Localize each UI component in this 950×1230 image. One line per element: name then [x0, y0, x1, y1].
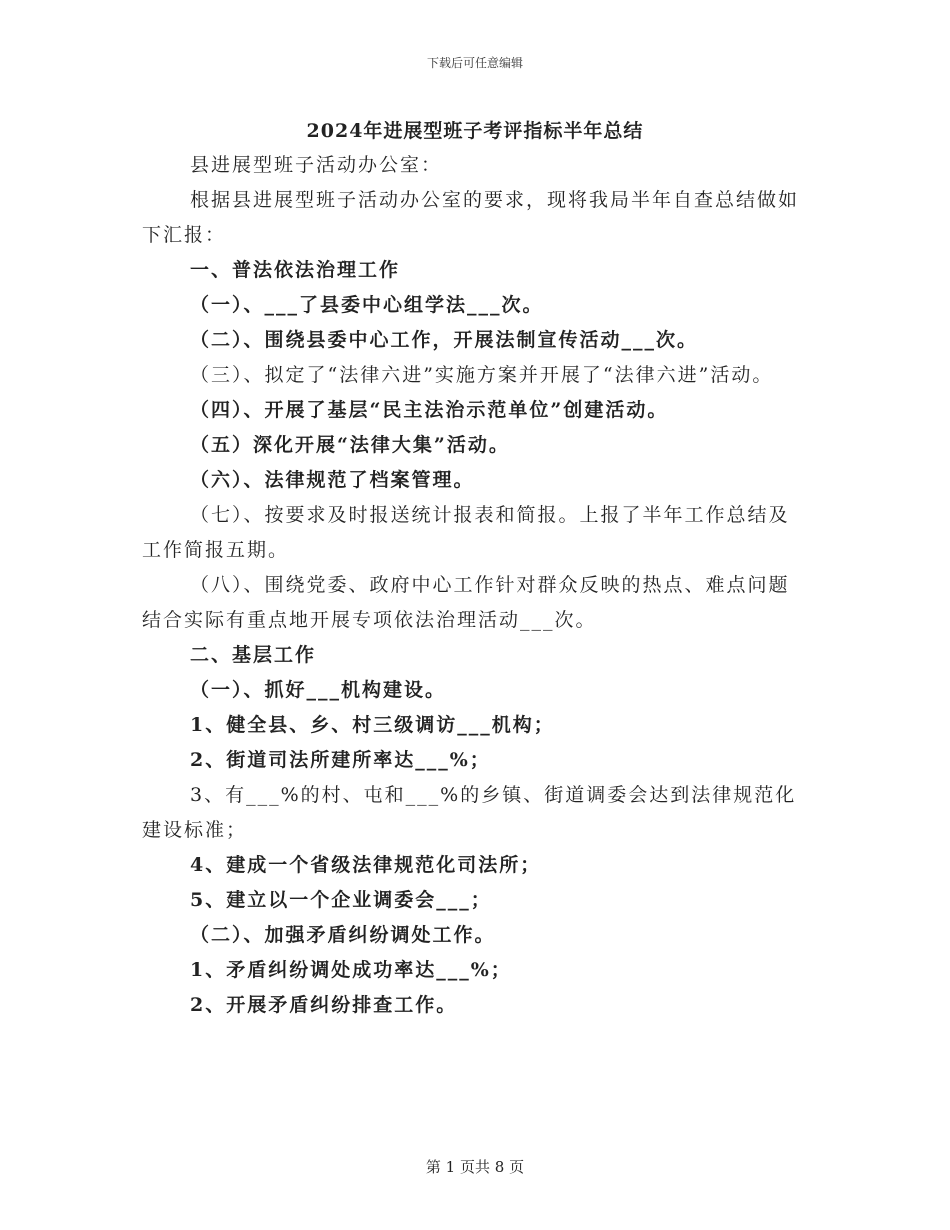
document-body [142, 148, 810, 1023]
paragraph: （六）、法律规范了档案管理。 [190, 469, 475, 491]
paragraph: 2、开展矛盾纠纷排查工作。 [190, 994, 458, 1016]
paragraph: （五）深化开展“法律大集”活动。 [190, 434, 510, 456]
paragraph: 2、街道司法所建所率达___%； [190, 749, 491, 771]
paragraph: 根据县进展型班子活动办公室的要求，现将我局半年自查总结做如下汇报： [142, 189, 800, 246]
paragraph: 4、建成一个省级法律规范化司法所； [190, 854, 542, 876]
paragraph: 3、有___%的村、屯和___%的乡镇、街道调委会达到法律规范化建设标准； [142, 784, 797, 841]
paragraph: 县进展型班子活动办公室： [190, 154, 443, 176]
paragraph: 二、基层工作 [190, 644, 317, 666]
paragraph: （二）、加强矛盾纠纷调处工作。 [190, 924, 496, 946]
paragraph: 5、建立以一个企业调委会___； [190, 889, 492, 911]
paragraph: （一）、___了县委中心组学法___次。 [190, 294, 544, 316]
paragraph: 一、普法依法治理工作 [190, 259, 401, 281]
paragraph: （三）、拟定了“法律六进”实施方案并开展了“法律六进”活动。 [190, 364, 774, 386]
page-header: 下载后可任意编辑 [426, 56, 523, 70]
paragraph: （一）、抓好___机构建设。 [190, 679, 447, 701]
paragraph: （二）、围绕县委中心工作，开展法制宣传活动___次。 [190, 329, 699, 351]
paragraph: 1、矛盾纠纷调处成功率达___%； [190, 959, 512, 981]
paragraph: （七）、按要求及时报送统计报表和简报。上报了半年工作总结及工作简报五期。 [142, 504, 790, 561]
document-title: 2024年进展型班子考评指标半年总结 [306, 120, 644, 142]
paragraph: 1、健全县、乡、村三级调访___机构； [190, 714, 555, 736]
paragraph: （四）、开展了基层“民主法治示范单位”创建活动。 [190, 399, 669, 421]
page-footer: 第 1 页共 8 页 [425, 1158, 525, 1176]
paragraph: （八）、围绕党委、政府中心工作针对群众反映的热点、难点问题结合实际有重点地开展专项依法治理活动___次。 [142, 574, 790, 631]
